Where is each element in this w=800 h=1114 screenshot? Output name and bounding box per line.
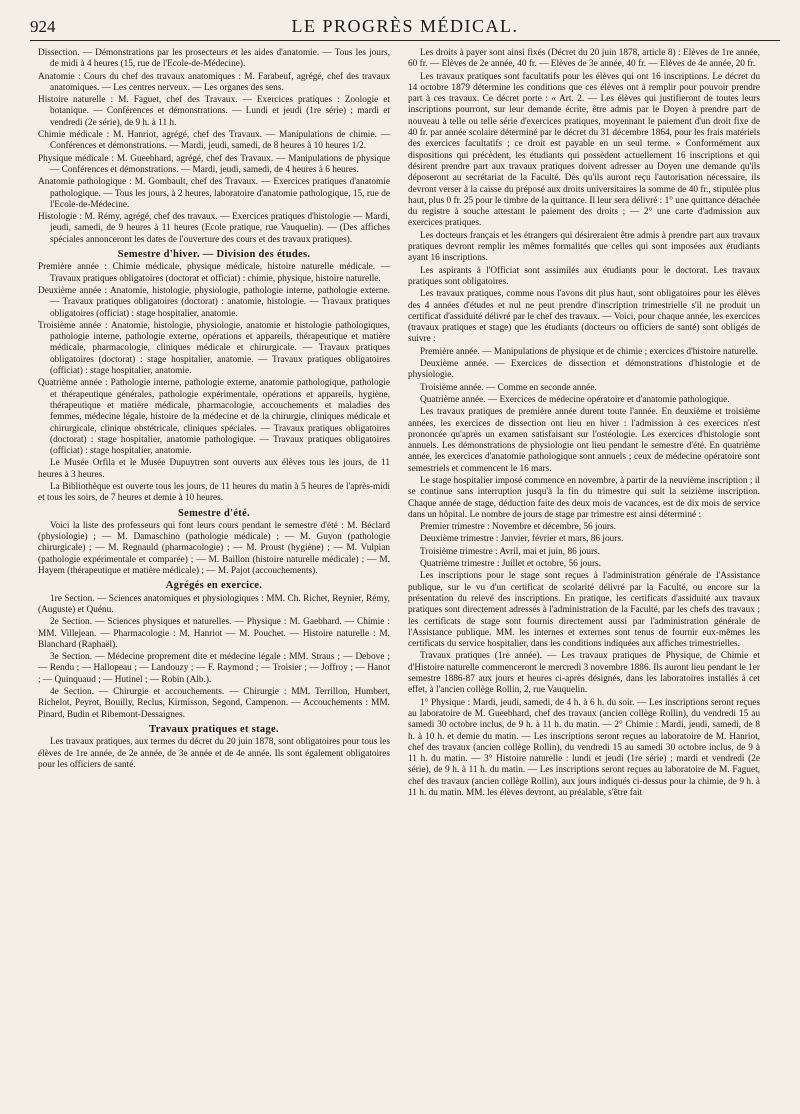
paragraph: Le stage hospitalier imposé commence en novembre, à partir de la neuvième inscription ; il se continue sans interruption jusqu'à la fin du trimestre qui suit la seizième inscription. Chaque année de stage, déduction faite des deux mois de vacances, est de dix mois de service dans un hôpital. Le nombre de jours de stage par trimestre est ainsi déterminé : [408,475,760,520]
paragraph: 4e Section. — Chirurgie et accouchements. — Chirurgie : MM. Terrillon, Humbert, Richelot, Peyrot, Bouilly, Reclus, Kirmisson, Segond, Campenon. — Accouchements : MM. Pinard, Budin et Ribemont-Dessaignes. [38,687,390,720]
page-header [30,14,780,41]
right-column [408,48,760,1098]
page-number: 924 [30,17,56,36]
journal-title: LE PROGRÈS MÉDICAL. [291,16,519,36]
paragraph: Deuxième année. — Exercices de dissection et démonstrations d'histologie et de physiologie. [408,359,760,381]
paragraph: Histologie : M. Rémy, agrégé, chef des travaux. — Exercices pratiques d'histologie — Mardi, jeudi, samedi, de 9 heures à 11 heures (Ecole pratique, rue Vauquelin). — (Des affiches spéciales annonceront les dates de l'ouverture des cours et des travaux pratiques). [38,212,390,245]
section-heading: Semestre d'été. [178,507,250,519]
paragraph: Travaux pratiques (1re année). — Les travaux pratiques de Physique, de Chimie et d'Histoire naturelle commenceront le mercredi 3 novembre 1886. Ils auront lieu pendant le 1er semestre 1886-87 aux jours et heures ci-après désignés, dans les laboratoires installés à cet effet, à l'ancien collège Rollin, 2, rue Vauquelin. [408,651,760,696]
paragraph: Les docteurs français et les étrangers qui désireraient être admis à prendre part aux travaux pratiques devront remplir les mêmes formalités que celles qui sont imposées aux étudiants ayant 16 inscriptions. [408,230,760,264]
paragraph: Quatrième trimestre : Juillet et octobre, 56 jours. [420,559,601,570]
paragraph: 2e Section. — Sciences physiques et naturelles. — Physique : M. Gaebhard. — Chimie : MM. Villejean. — Pharmacologie : M. Hanriot — M. Pouchet. — Histoire naturelle : M. Blanchard (Raphaël). [38,617,390,650]
paragraph: Les aspirants à l'Officiat sont assimilés aux étudiants pour le doctorat. Les travaux pratiques sont obligatoires. [408,265,760,287]
paragraph: Voici la liste des professeurs qui font leurs cours pendant le semestre d'été : M. Béclard (physiologie) ; — M. Damaschino (pathologie médicale) ; — M. Guyon (pathologie chirurgicale) ; — M. Regnauld (pharmacologie) ; — M. Proust (hygiène) ; — M. Vulpian (pathologie expérimentale et comparée) ; — M. Baillon (histoire naturelle médicale) ; — M. Hayem (thérapeutique et matière médicale) ; — M. Pajot (accouchements). [38,520,390,577]
paragraph: Les travaux pratiques, aux termes du décret du 20 juin 1878, sont obligatoires pour tous les élèves de 1re année, de 2e année, de 3e année et de 4e année. Ils sont également obligatoires pour les officiers de santé. [38,737,390,770]
paragraph: Chimie médicale : M. Hanriot, agrégé, chef des Travaux. — Manipulations de chimie. — Conférences et démonstrations. — Mardi, jeudi, samedi, de 8 heures à 10 heures 1/2. [38,130,390,152]
paragraph: Les travaux pratiques, comme nous l'avons dit plus haut, sont obligatoires pour les élèves des 4 années d'études et nul ne peut prendre d'inscription trimestrielle s'il ne produit un certificat d'assiduité délivré par le chef des travaux. — Voici, pour chaque année, les exercices (travaux pratiques et stage) que les étudiants (docteurs ou officiers de santé) sont obligés de suivre : [408,289,760,345]
paragraph: Les travaux pratiques de première année durent toute l'année. En deuxième et troisième années, les exercices de dissection ont lieu en hiver : l'admission à ces exercices n'est prononcée qu'après un examen satisfaisant sur l'ostéologie. Les exercices d'histologie sont annuels. Les démonstrations de physiologie ont lieu pendant le semestre d'été. En quatrième année, les exercices d'anatomie pathologique sont annuels ; ceux de médecine opératoire sont semestriels et commencent le 16 mars. [408,407,760,474]
paragraph: Premier trimestre : Novembre et décembre, 56 jours. [420,522,616,533]
paragraph: 1re Section. — Sciences anatomiques et physiologiques : MM. Ch. Richet, Reynier, Rémy, (Auguste) et Quénu. [38,593,390,615]
paragraph: Physique médicale : M. Gueebhard, agrégé, chef des Travaux. — Manipulations de physique — Conférences et démonstrations. — Mardi, jeudi, samedi, de 4 heures à 6 heures. [38,153,390,175]
section-heading: Agrégés en exercice. [165,580,263,592]
paragraph: Les travaux pratiques sont facultatifs pour les élèves qui ont 16 inscriptions. Le décret du 14 octobre 1879 détermine les conditions que ces élèves ont à remplir pour pouvoir prendre part à ces travaux. Ce décret porte : « Art. 2. — Les élèves qui justifieront de toutes leurs inscriptions pourront, sur leur demande écrite, être admis par le Doyen à prendre part de nouveau à telle ou telle série d'exercices pratiques, moyennant le paiement d'un droit fixe de 40 fr. par année scolaire déterminé par le décret du 31 décembre 1864, pour les frais matériels des exercices facultatifs ; ce droit est payable en un seul terme. » Conformément aux dispositions qui précèdent, les étudiants qui possèdent actuellement 16 inscriptions et qui désirent prendre part aux travaux pratiques doivent adresser au Doyen une demande qu'ils déposeront au secrétariat de la Faculté. Dès qu'ils auront reçu l'autorisation nécessaire, ils devront verser à la caisse du préposé aux droits universitaires la somme de 40 fr., stipulée plus haut, plus 0 fr. 25 pour le timbre de la quittance. Il leur sera délivré : 1° une quittance détachée du registre à souche attestant le paiement des droits ; — 2° une carte d'admission aux exercices pratiques. [408,71,760,229]
paragraph: Quatrième année : Pathologie interne, pathologie externe, anatomie pathologique, pathologie et thérapeutique générales, pathologie expérimentale, opérations et appareils, hygiène, thérapeutique et matière médicale, pharmacologie, accouchements et maladies des femmes, médecine légale, histoire de la médecine et de la chirurgie, cliniques médicale et chirurgicale, clinique obstétricale, cliniques spéciales. — Travaux pratiques obligatoires (doctorat) : stage hospitalier, anatomie pathologique. — Travaux pratiques obligatoires (officiat) : stage hospitalier, anatomie. [38,378,390,457]
paragraph: Première année. — Manipulations de physique et de chimie ; exercices d'histoire naturelle. [420,346,758,357]
paragraph: Deuxième année : Anatomie, histologie, physiologie, pathologie interne, pathologie externe. — Travaux pratiques obligatoires (doctorat) : anatomie, histologie. — Travaux pratiques obligatoires (officiat) : stage hospitalier, anatomie. [38,285,390,319]
paragraph: Dissection. — Démonstrations par les prosecteurs et les aides d'anatomie. — Tous les jours, de midi à 4 heures (15, rue de l'Ecole-de-Médecine). [38,48,390,70]
left-column [38,48,390,1098]
paragraph: Les droits à payer sont ainsi fixés (Décret du 20 juin 1878, article 8) : Elèves de 1re année, 60 fr. — Elèves de 2e année, 40 fr. — Elèves de 3e année, 40 fr. — Elèves de 4e année, 20 fr. [408,48,760,70]
paragraph: Anatomie : Cours du chef des travaux anatomiques : M. Farabeuf, agrégé, chef des travaux anatomiques. — Les centres nerveux. — Les organes des sens. [38,71,390,93]
paragraph: Première année : Chimie médicale, physique médicale, histoire naturelle médicale. — Travaux pratiques obligatoires (doctorat et officiat) : chimie, physique, histoire naturelle. [38,262,390,284]
paragraph: Le Musée Orfila et le Musée Dupuytren sont ouverts aux élèves tous les jours, de 11 heures à 3 heures. [38,458,390,480]
paragraph: Deuxième trimestre : Janvier, février et mars, 86 jours. [420,534,624,545]
paragraph: Anatomie pathologique : M. Gombault, chef des Travaux. — Exercices pratiques d'anatomie pathologique. — Tous les jours, à 2 heures, laboratoire d'anatomie pathologique, 15, rue de l'Ecole-de-Médecine. [38,177,390,210]
paragraph: 1° Physique : Mardi, jeudi, samedi, de 4 h. à 6 h. du soir. — Les inscriptions seront reçues au laboratoire de M. Gueebhard, chef des travaux (ancien collège Rollin), du vendredi 15 au samedi 30 octobre inclus, de 9 h. à 11 h. du matin. — 2° Chimie : Mardi, jeudi, samedi, de 8 h. à 10 h. et demie du matin. — Les inscriptions seront reçues au laboratoire de M. Hanriot, chef des travaux (ancien collège Rollin), du vendredi 15 au samedi 30 octobre inclus, de 9 à 11 h. du matin. — 3° Histoire naturelle : lundi et jeudi (1re série) ; mardi et vendredi (2e série), de 9 h. à 11 h. du matin. — Les inscriptions seront reçues au laboratoire de M. Faguet, chef des travaux (ancien collège Rollin), aux jours indiqués ci-dessus pour la chimie, de 9 h. à 11 h. du matin. MM. les élèves devront, au préalable, s'être fait [408,697,760,798]
paragraph: Troisième année : Anatomie, histologie, physiologie, anatomie et histologie pathologiques, pathologie interne, pathologie externe, opérations et appareils, thérapeutique et matière médicale, pharmacologie, cliniques médicale et chirurgicale. — Travaux pratiques obligatoires (doctorat) : stage hospitalier, anatomie. — Travaux pratiques obligatoires (officiat) : stage hospitalier, anatomie. [38,320,390,377]
section-heading: Semestre d'hiver. — Division des études. [117,249,311,261]
paragraph: Troisième année. — Comme en seconde année. [420,382,597,393]
section-heading: Travaux pratiques et stage. [149,723,279,735]
paragraph: 3e Section. — Médecine proprement dite et médecine légale : MM. Straus ; — Debove ; — Rendu ; — Hallopeau ; — Landouzy ; — F. Raymond ; — Troisier ; — Joffroy ; — Hanot ; — Quinquaud ; — Hutinel ; — Robin (Alb.). [38,652,390,685]
paragraph: Histoire naturelle : M. Faguet, chef des Travaux. — Exercices pratiques : Zoologie et botanique. — Conférences et démonstrations. — Lundi et jeudi (1re série) ; mardi et vendredi (2e série), de 9 h. à 11 h. [38,95,390,128]
paragraph: Quatrième année. — Exercices de médecine opératoire et d'anatomie pathologique. [420,394,730,405]
paragraph: Les inscriptions pour le stage sont reçues à l'administration générale de l'Assistance publique, sur le vu d'un certificat de scolarité délivré par la Faculté, ou encore sur la présentation du relevé des inscriptions. En pratique, les certificats d'assiduité aux travaux pratiques sont directement adressés à l'administration de la Faculté, par les chefs des travaux ; les certificats de stage sont fournis directement aussi par l'administration générale de l'Assistance publique. MM. les internes et externes sont tenus de fournir eux-mêmes les certificats du service hospitalier, dans les conditions indiquées aux affiches trimestrielles. [408,571,760,650]
paragraph: Troisième trimestre : Avril, mai et juin, 86 jours. [420,546,600,557]
paragraph: La Bibliothèque est ouverte tous les jours, de 11 heures du matin à 5 heures de l'après-midi et tous les soirs, de 7 heures et demie à 10 heures. [38,481,390,504]
